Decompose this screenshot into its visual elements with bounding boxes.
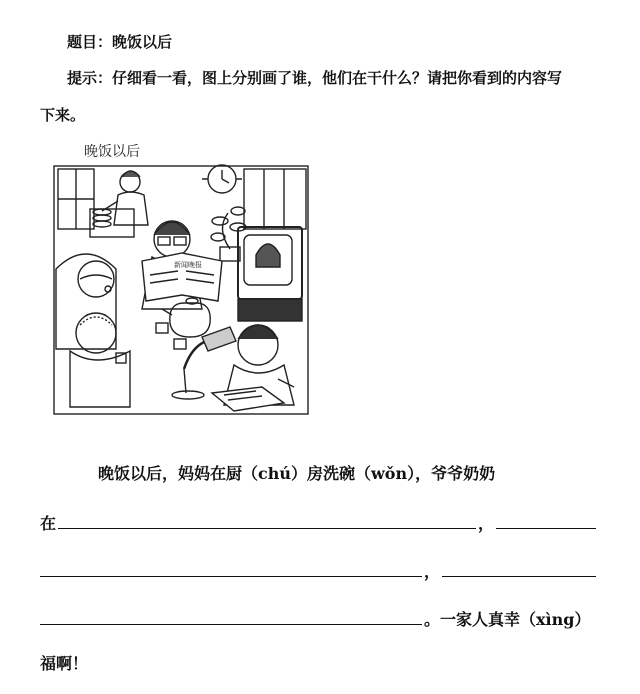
grandfather-figure	[56, 254, 116, 349]
comma-2: ，	[424, 562, 441, 581]
notebook	[212, 387, 284, 411]
picture-caption: 晚饭以后	[84, 144, 140, 160]
answer-blank-2[interactable]	[496, 528, 596, 529]
answer-blank-4[interactable]	[442, 576, 596, 577]
passage-line-4-end: 。一家人真幸（xìng）	[424, 610, 591, 629]
desk-lamp	[172, 327, 236, 399]
svg-text:新闻晚报: 新闻晚报	[174, 261, 202, 269]
mother-figure	[102, 171, 148, 225]
hint-line-1: 提示：仔细看一看，图上分别画了谁，他们在干什么？请把你看到的内容写	[67, 69, 563, 87]
clock-icon	[202, 165, 242, 193]
worksheet-title: 题目：晚饭以后	[67, 33, 173, 51]
passage-line-5: 福啊！	[40, 654, 89, 673]
passage-line-2-lead: 在	[40, 514, 57, 533]
evening-family-illustration	[52, 139, 310, 417]
plant	[211, 207, 246, 261]
newspaper	[142, 253, 222, 301]
answer-blank-3[interactable]	[40, 576, 422, 577]
hint-line-2: 下来。	[40, 106, 86, 124]
answer-blank-5[interactable]	[40, 624, 422, 625]
television	[238, 227, 302, 321]
passage-line-1: 晚饭以后，妈妈在厨（chú）房洗碗（wǒn），爷爷奶奶	[98, 464, 496, 483]
comma-1: ，	[478, 514, 495, 533]
grandmother-figure	[70, 313, 130, 407]
answer-blank-1[interactable]	[58, 528, 476, 529]
teapot	[162, 298, 210, 337]
